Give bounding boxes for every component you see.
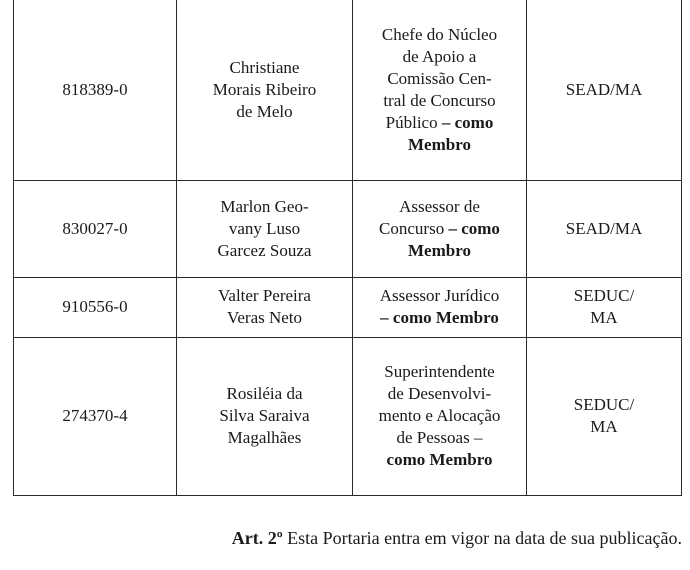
role-cell: Assessor Jurídico – como Membro	[353, 277, 527, 337]
registration-cell: 910556-0	[14, 277, 177, 337]
organization-cell: SEAD/MA	[527, 0, 682, 180]
organization-cell: SEDUC/ MA	[527, 337, 682, 495]
table-row	[14, 0, 682, 180]
name-cell: Valter Pereira Veras Neto	[177, 277, 353, 337]
name-cell: Christiane Morais Ribeiro de Melo	[177, 0, 353, 180]
name-cell: Marlon Geo- vany Luso Garcez Souza	[177, 180, 353, 277]
table-row	[14, 180, 682, 277]
role-cell: Superintendente de Desenvolvi- mento e Alocação de Pessoas – como Membro	[353, 337, 527, 495]
article-text: Esta Portaria entra em vigor na data de sua publicação.	[282, 528, 682, 548]
organization-cell: SEDUC/ MA	[527, 277, 682, 337]
registration-cell: 274370-4	[14, 337, 177, 495]
table-row	[14, 337, 682, 495]
registration-cell: 830027-0	[14, 180, 177, 277]
role-cell: Chefe do Núcleo de Apoio a Comissão Cen- tral de Concurso Público – como Membro	[353, 0, 527, 180]
table-row	[14, 277, 682, 337]
role-cell: Assessor de Concurso – como Membro	[353, 180, 527, 277]
members-table	[13, 0, 682, 496]
article-label: Art. 2º	[231, 528, 283, 548]
registration-cell: 818389-0	[14, 0, 177, 180]
article-2-paragraph	[232, 527, 682, 549]
name-cell: Rosiléia da Silva Saraiva Magalhães	[177, 337, 353, 495]
organization-cell: SEAD/MA	[527, 180, 682, 277]
